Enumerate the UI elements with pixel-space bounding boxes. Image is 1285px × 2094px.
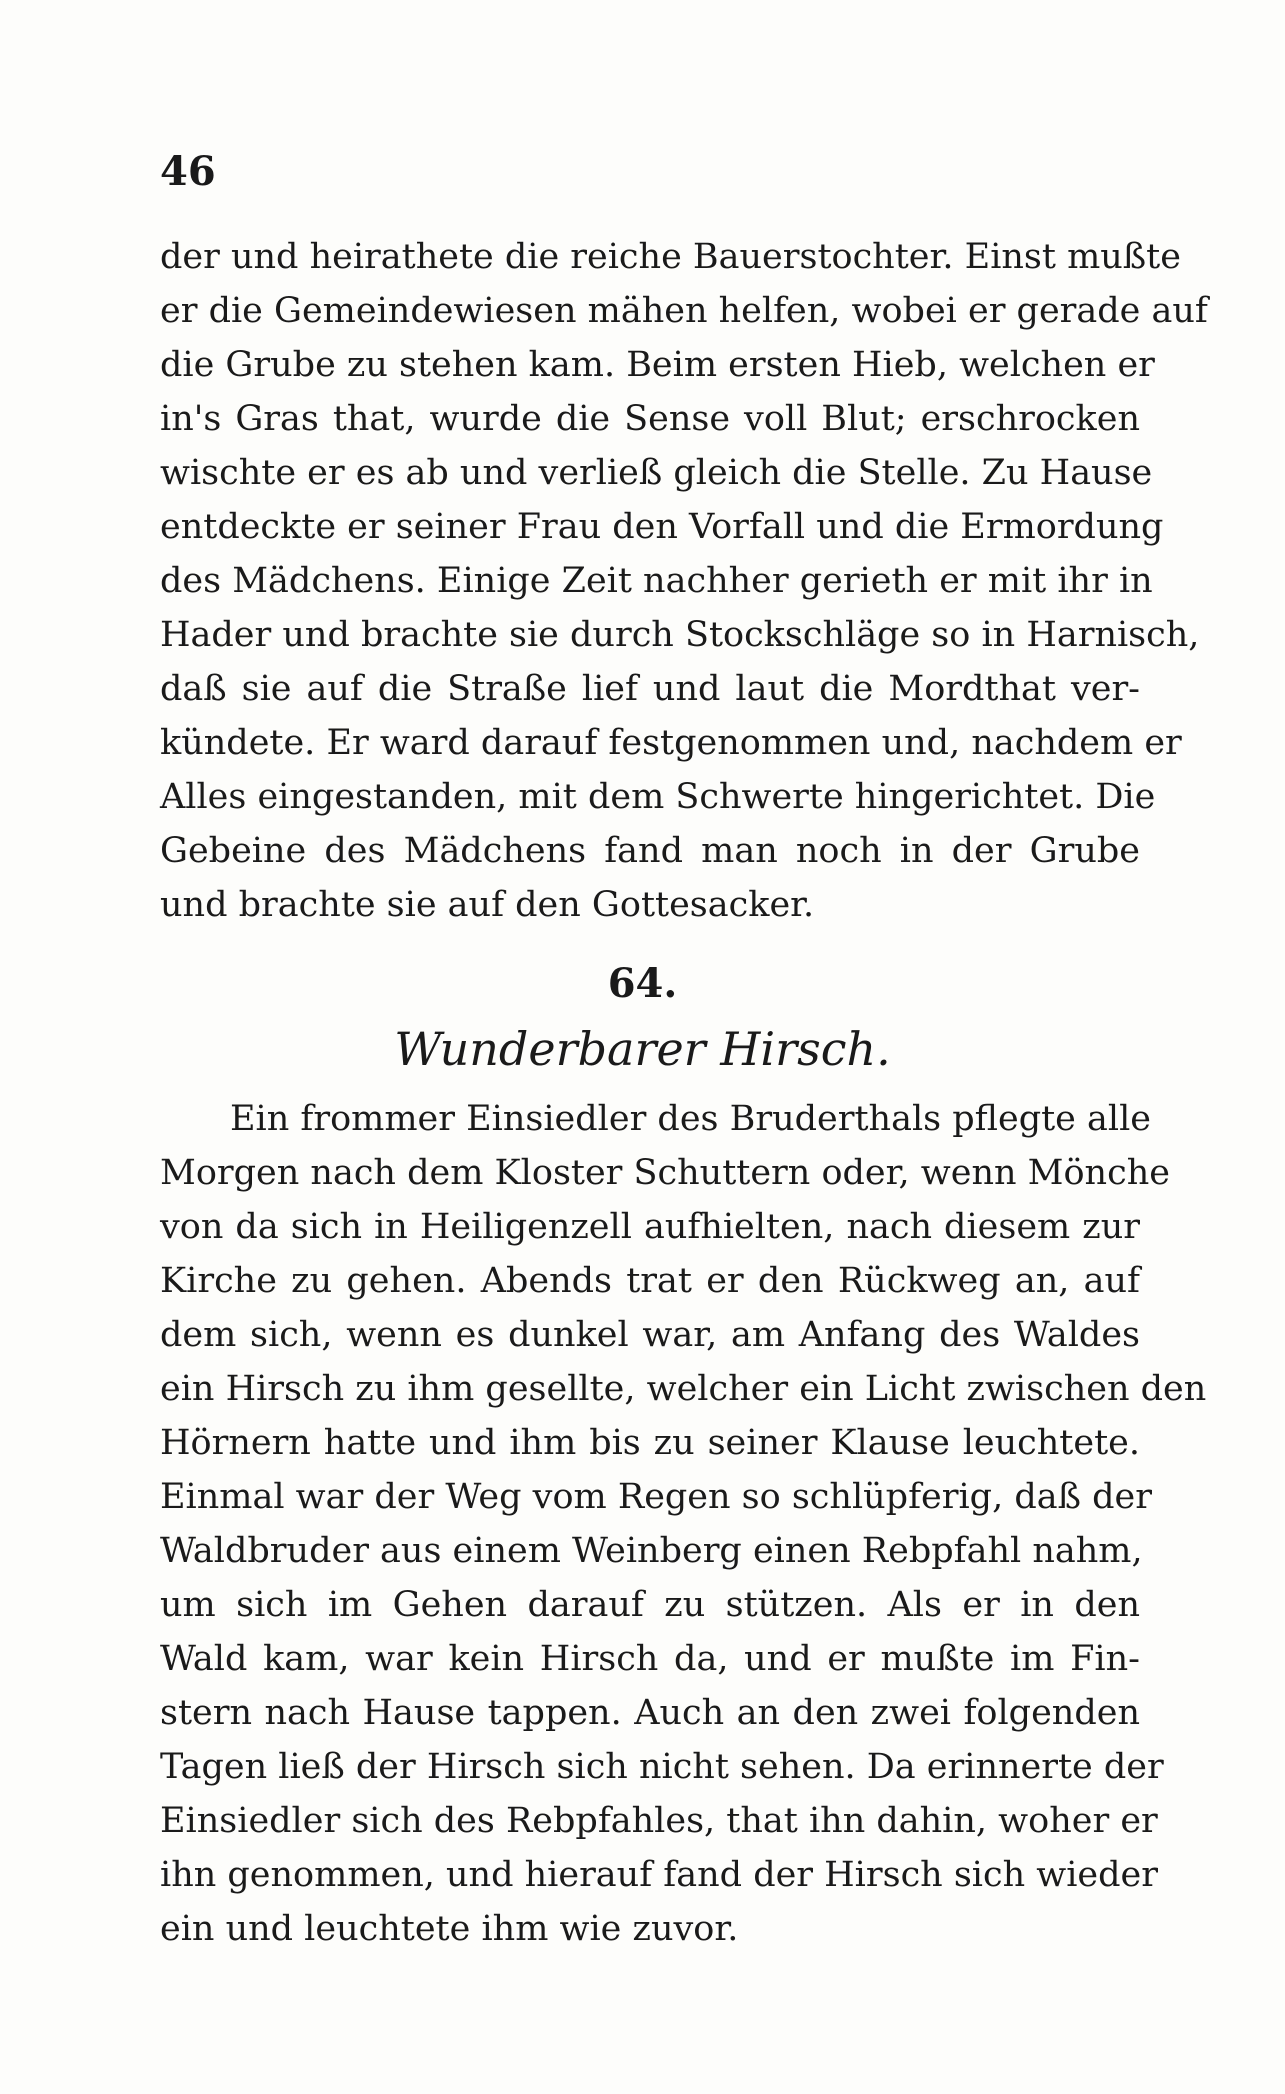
text-line: ein Hirsch zu ihm gesellte, welcher ein Licht zwischen den: [160, 1369, 1207, 1409]
text-line: Einmal war der Weg vom Regen so schlüpferig, daß der: [160, 1477, 1152, 1517]
text-line: Morgen nach dem Kloster Schuttern oder, wenn Mönche: [160, 1153, 1170, 1193]
text-line: stern nach Hause tappen. Auch an den zwei folgenden: [160, 1693, 1140, 1733]
text-line: dem sich, wenn es dunkel war, am Anfang des Waldes: [160, 1315, 1140, 1355]
text-line: wischte er es ab und verließ gleich die Stelle. Zu Hause: [160, 453, 1153, 493]
text-line: ihn genommen, und hierauf fand der Hirsch sich wieder: [160, 1855, 1158, 1895]
text-line: Alles eingestanden, mit dem Schwerte hingerichtet. Die: [160, 777, 1156, 817]
text-line: der und heirathete die reiche Bauerstochter. Einst mußte: [160, 237, 1181, 277]
text-line: Einsiedler sich des Rebpfahles, that ihn dahin, woher er: [160, 1801, 1158, 1841]
text-line: daß sie auf die Straße lief und laut die Mordthat ver-: [160, 669, 1140, 709]
text-line: ein und leuchtete ihm wie zuvor.: [160, 1909, 739, 1949]
text-line: von da sich in Heiligenzell aufhielten, nach diesem zur: [160, 1207, 1140, 1247]
text-line: kündete. Er ward darauf festgenommen und, nachdem er: [160, 723, 1182, 763]
tale-text: [160, 1092, 1207, 1956]
text-line: in's Gras that, wurde die Sense voll Blut; erschrocken: [160, 399, 1140, 439]
tale-number: 64.: [607, 960, 678, 1007]
text-line: und brachte sie auf den Gottesacker.: [160, 885, 815, 925]
previous-tale-text: [160, 230, 1208, 932]
tale-title: Wunderbarer Hirsch.: [394, 1022, 891, 1076]
text-line: Tagen ließ der Hirsch sich nicht sehen. Da erinnerte der: [160, 1747, 1164, 1787]
text-line: entdeckte er seiner Frau den Vorfall und die Ermordung: [160, 507, 1164, 547]
text-line: des Mädchens. Einige Zeit nachher gerieth er mit ihr in: [160, 561, 1153, 601]
text-line: Waldbruder aus einem Weinberg einen Rebpfahl nahm,: [160, 1531, 1143, 1571]
text-line: Kirche zu gehen. Abends trat er den Rückweg an, auf: [160, 1261, 1140, 1301]
text-line: er die Gemeindewiesen mähen helfen, wobei er gerade auf: [160, 291, 1208, 331]
page-number: 46: [160, 148, 216, 195]
text-line: Ein frommer Einsiedler des Bruderthals pflegte alle: [230, 1099, 1151, 1139]
text-line: Hader und brachte sie durch Stockschläge so in Harnisch,: [160, 615, 1200, 655]
text-line: die Grube zu stehen kam. Beim ersten Hieb, welchen er: [160, 345, 1155, 385]
text-line: um sich im Gehen darauf zu stützen. Als er in den: [160, 1585, 1140, 1625]
text-line: Hörnern hatte und ihm bis zu seiner Klause leuchtete.: [160, 1423, 1140, 1463]
text-line: Gebeine des Mädchens fand man noch in der Grube: [160, 831, 1140, 871]
text-line: Wald kam, war kein Hirsch da, und er mußte im Fin-: [160, 1639, 1140, 1679]
